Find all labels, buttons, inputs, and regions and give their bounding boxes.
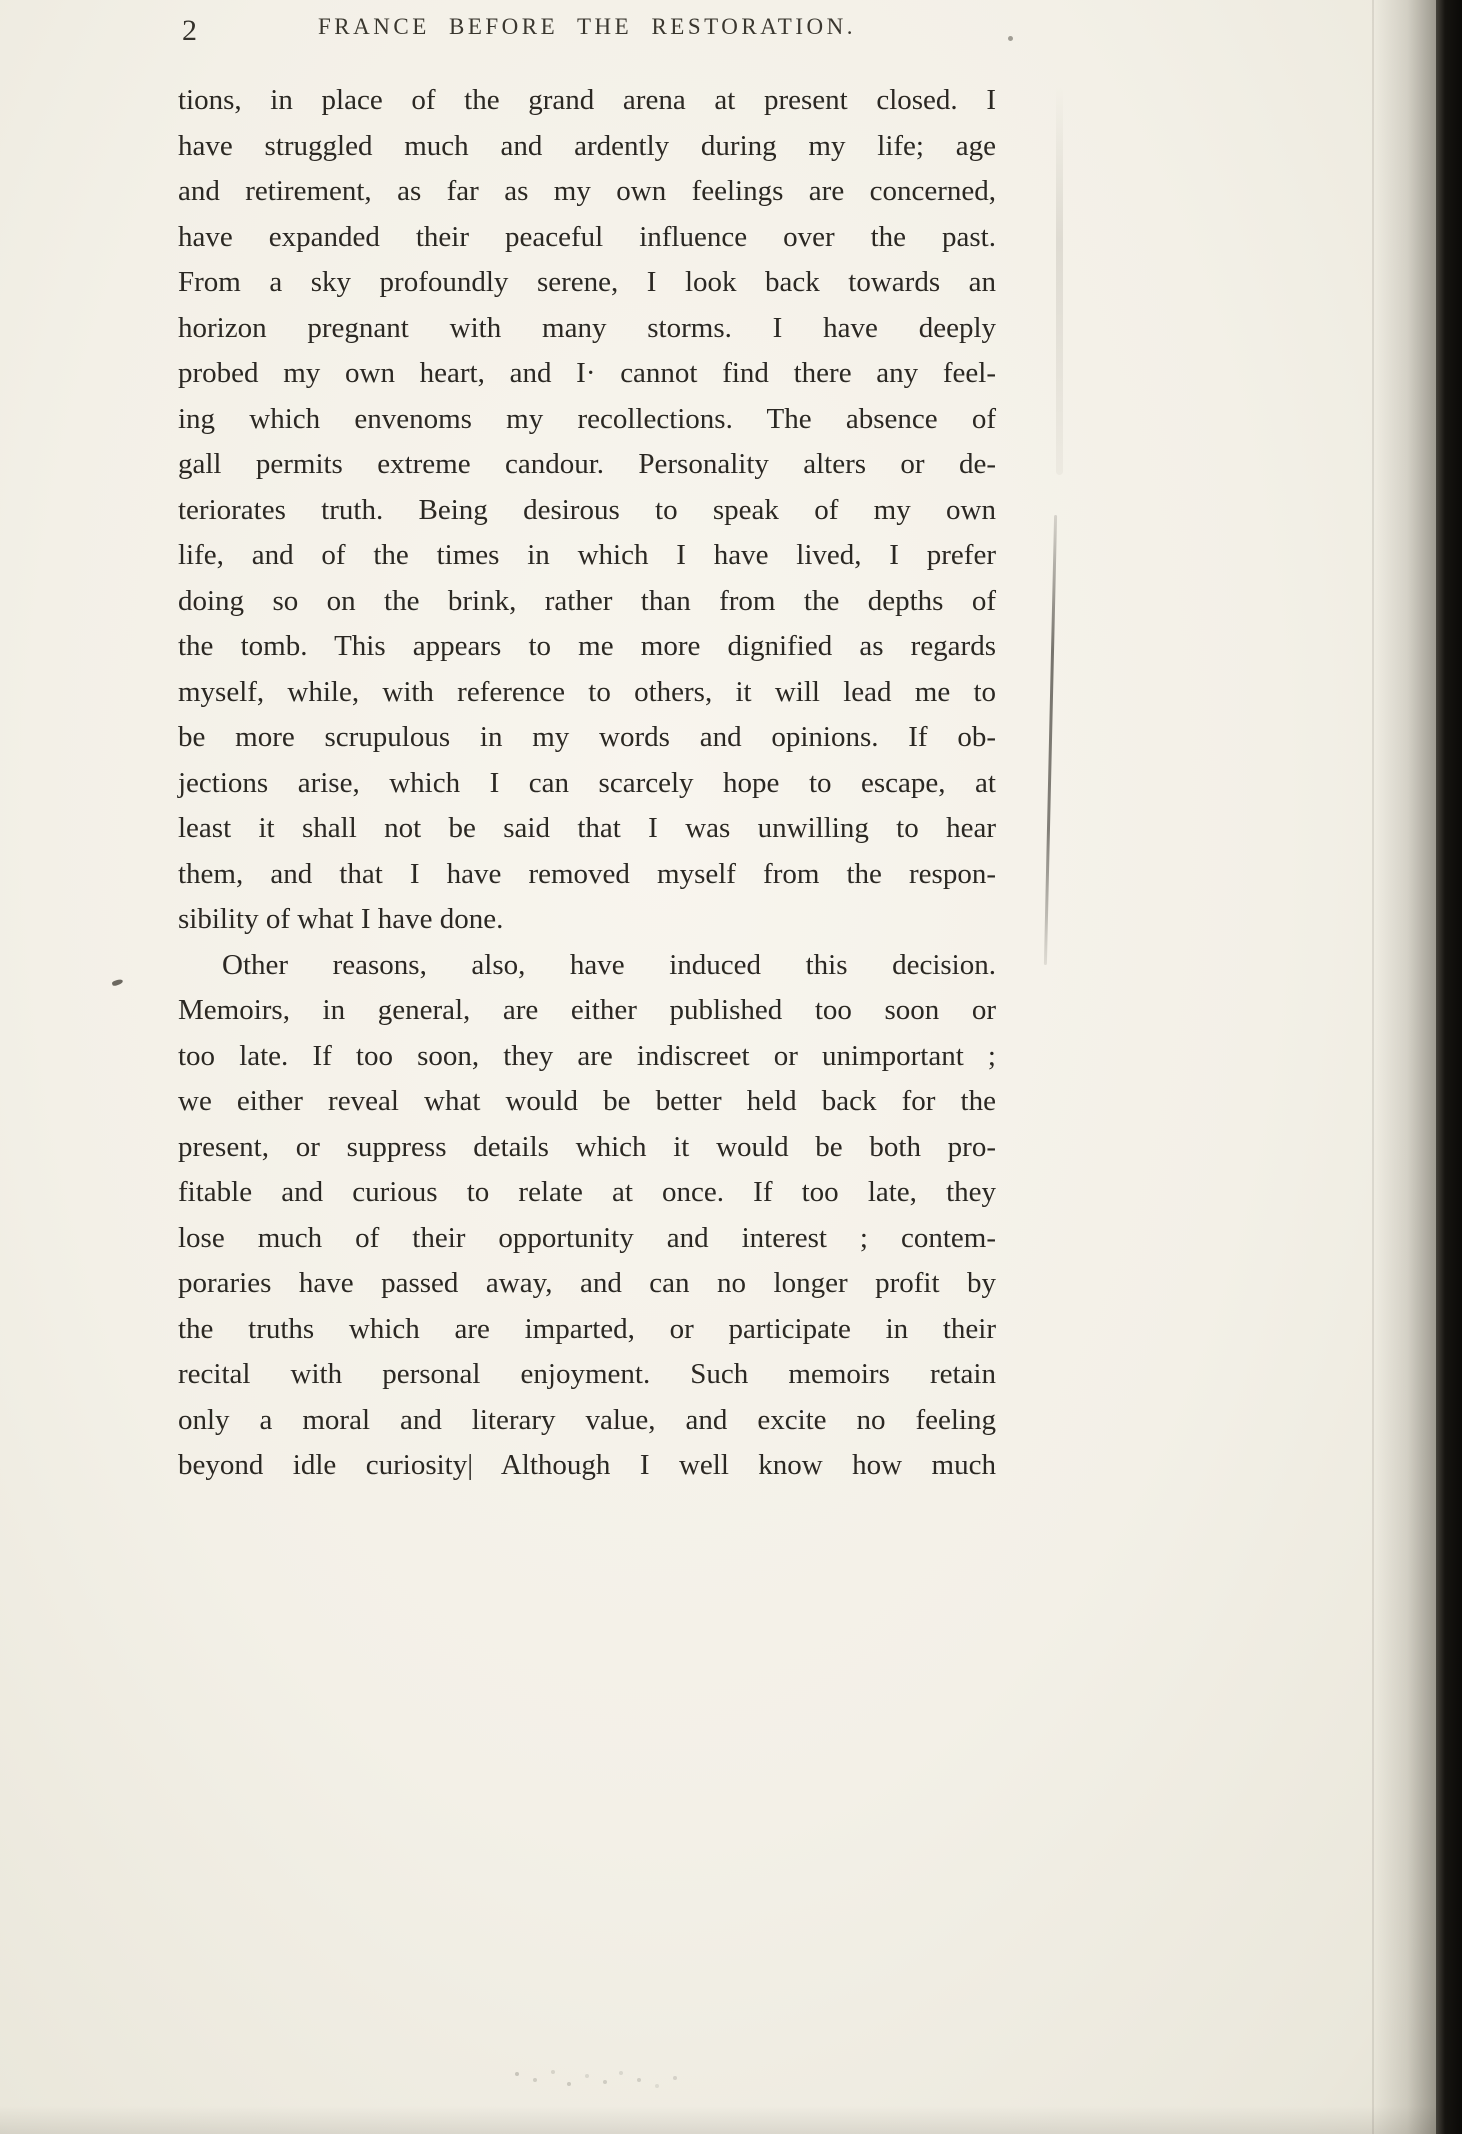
text-line: least it shall not be said that I was unwilling to hear [178, 812, 996, 844]
text-line: the truths which are imparted, or participate in their [178, 1312, 996, 1345]
scan-streak-shadow [1056, 85, 1063, 475]
text-line: teriorates truth. Being desirous to speak of my own [178, 493, 996, 526]
page-edge-shadow [1372, 0, 1436, 2134]
text-line: the tomb. This appears to me more dignified as regards [178, 630, 996, 662]
text-line: poraries have passed away, and can no longer profit by [178, 1267, 996, 1299]
scan-speck [1008, 36, 1013, 41]
text-line: have struggled much and ardently during my life; age [178, 129, 996, 162]
text-line: Other reasons, also, have induced this decision. [222, 948, 996, 981]
text-line: Memoirs, in general, are either published too soon or [178, 994, 996, 1026]
text-line: gall permits extreme candour. Personality alters or de- [178, 448, 996, 480]
text-line: jections arise, which I can scarcely hope to escape, at [178, 766, 996, 799]
page-crease-shadow [1044, 515, 1057, 965]
text-line: them, and that I have removed myself from the respon- [178, 857, 996, 890]
text-line: present, or suppress details which it would be both pro- [178, 1130, 996, 1163]
text-line: be more scrupulous in my words and opinions. If ob- [178, 721, 996, 753]
text-line: From a sky profoundly serene, I look back towards an [178, 266, 996, 298]
running-title: FRANCE BEFORE THE RESTORATION. [318, 14, 856, 39]
text-line: too late. If too soon, they are indiscreet or unimportant ; [178, 1039, 996, 1072]
text-line: horizon pregnant with many storms. I have deeply [178, 311, 996, 344]
page-header [178, 14, 996, 52]
ink-mark [111, 978, 123, 986]
text-line: only a moral and literary value, and excite no feeling [178, 1403, 996, 1436]
text-line: tions, in place of the grand arena at present closed. I [178, 84, 996, 116]
text-line: and retirement, as far as my own feelings are concerned, [178, 175, 996, 207]
text-line: recital with personal enjoyment. Such memoirs retain [178, 1358, 996, 1390]
text-line: fitable and curious to relate at once. If too late, they [178, 1176, 996, 1208]
text-line: myself, while, with reference to others, it will lead me to [178, 675, 996, 708]
text-line: lose much of their opportunity and interest ; contem- [178, 1221, 996, 1254]
text-line: doing so on the brink, rather than from the depths of [178, 584, 996, 617]
bottom-smudge [515, 2072, 519, 2076]
text-block [178, 14, 996, 1489]
text-line: sibility of what I have done. [178, 903, 504, 935]
bottom-shade [0, 2106, 1462, 2134]
text-line: life, and of the times in which I have lived, I prefer [178, 539, 996, 571]
scan-edge-band [1436, 0, 1462, 2134]
text-line: probed my own heart, and I· cannot find there any feel- [178, 357, 996, 389]
text-line: ing which envenoms my recollections. The absence of [178, 402, 996, 435]
text-line: beyond idle curiosity| Although I well know how much [178, 1449, 996, 1481]
text-line: have expanded their peaceful influence over the past. [178, 220, 996, 253]
page-number: 2 [182, 14, 197, 47]
body-text [178, 78, 996, 1489]
text-line: we either reveal what would be better held back for the [178, 1085, 996, 1117]
